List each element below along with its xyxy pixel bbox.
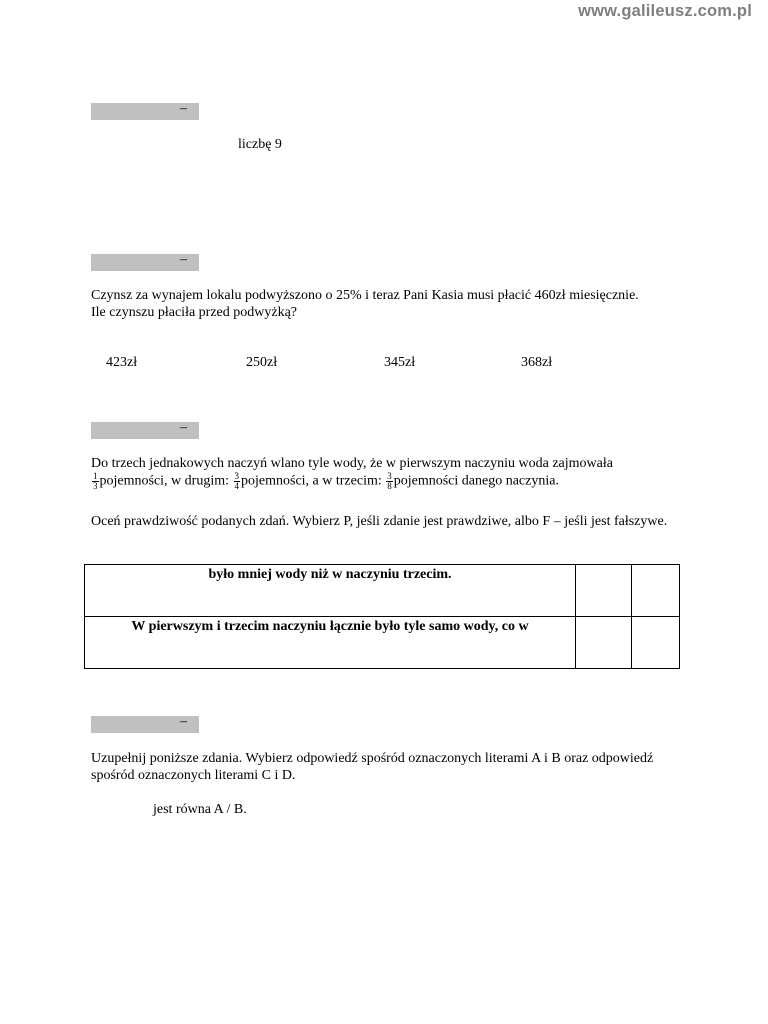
answer-option[interactable]: 423zł	[106, 355, 138, 370]
task-4-fragment: jest równa A / B.	[153, 802, 247, 817]
task-header-bar-4	[91, 716, 199, 733]
task-3-instruction: Oceń prawdziwość podanych zdań. Wybierz P, jeśli zdanie jest prawdziwe, albo F – jeśli jest fałszywe.	[91, 514, 668, 529]
statement-text: było mniej wody niż w naczyniu trzecim.	[85, 565, 576, 617]
fraction-one-third: $\frac{1}{3}$	[93, 471, 98, 491]
fraction-three-eighths: $\frac{3}{8}$	[387, 471, 392, 491]
statement-text: W pierwszym i trzecim naczyniu łącznie było tyle samo wody, co w	[85, 617, 576, 669]
answer-cell-f[interactable]	[632, 617, 680, 669]
table-row	[85, 617, 680, 669]
task-dash: –	[180, 420, 187, 435]
task-header-bar-1	[91, 103, 199, 120]
task-header-bar-2	[91, 254, 199, 271]
task-3-intro-line-1: Do trzech jednakowych naczyń wlano tyle wody, że w pierwszym naczyniu woda zajmowała	[91, 456, 613, 471]
answer-option[interactable]: 345zł	[384, 355, 416, 370]
answer-option[interactable]: 250zł	[246, 355, 278, 370]
fraction-three-quarters: $\frac{3}{4}$	[234, 471, 239, 491]
task-dash: –	[180, 101, 187, 116]
table-row	[85, 565, 680, 617]
task-3-intro-line-2: $\frac{1}{3}$ pojemności, w drugim: $\frac{3}{4}$ pojemności, a w trzecim: $\frac{3}{8}$ pojemności danego naczynia.	[93, 471, 559, 491]
task-dash: –	[180, 714, 187, 729]
task-4-instruction: Uzupełnij poniższe zdania. Wybierz odpowiedź spośród oznaczonych literami A i B oraz odpowiedź spośród oznaczonych literami C i D.	[91, 751, 654, 783]
answer-option[interactable]: 368zł	[521, 355, 553, 370]
answer-cell-p[interactable]	[576, 565, 632, 617]
task-header-bar-3	[91, 422, 199, 439]
task-dash: –	[180, 252, 187, 267]
answer-cell-f[interactable]	[632, 565, 680, 617]
true-false-table	[84, 564, 680, 669]
watermark-url: www.galileusz.com.pl	[578, 2, 752, 20]
answer-cell-p[interactable]	[576, 617, 632, 669]
task-1-fragment: liczbę 9	[238, 137, 282, 152]
task-2-question: Czynsz za wynajem lokalu podwyższono o 25% i teraz Pani Kasia musi płacić 460zł miesięcznie. Ile czynszu płaciła przed podwyżką?	[91, 288, 639, 320]
